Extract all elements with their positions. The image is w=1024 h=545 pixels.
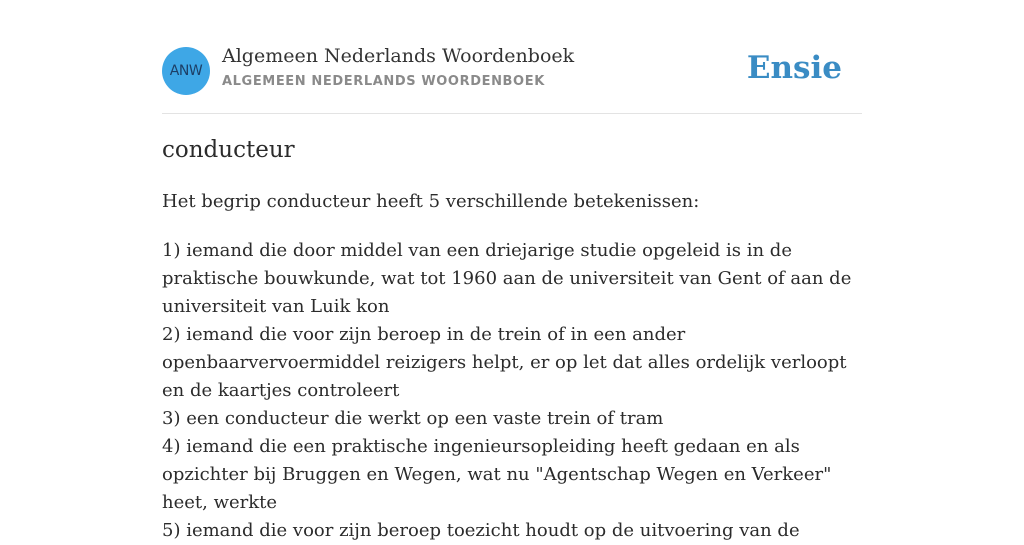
source-header [162, 0, 862, 114]
meaning-item: 3) een conducteur die werkt op een vaste trein of tram [162, 408, 664, 429]
meaning-item: 4) iemand die een praktische ingenieursopleiding heeft gedaan en als opzichter bij Bruggen en Wegen, wat nu "Agentschap Wegen en Verkeer" heet, werkte [162, 436, 832, 513]
content-container [162, 0, 862, 541]
anw-logo[interactable] [162, 47, 210, 95]
source-title[interactable]: Algemeen Nederlands Woordenboek [222, 45, 575, 67]
entry-word: conducteur [162, 137, 295, 163]
meaning-item: 5) iemand die voor zijn beroep toezicht houdt op de uitvoering van de [162, 520, 800, 541]
meaning-item: 1) iemand die door middel van een driejarige studie opgeleid is in de praktische bouwkunde, wat tot 1960 aan de universiteit van Gent of aan de universiteit van Luik kon [162, 240, 852, 317]
source-subtitle: ALGEMEEN NEDERLANDS WOORDENBOEK [222, 74, 545, 89]
ensie-brand-link[interactable]: Ensie [746, 50, 842, 86]
meanings-list [162, 237, 862, 545]
meaning-item: 2) iemand die voor zijn beroep in de trein of in een ander openbaarvervoermiddel reizigers helpt, er op let dat alles ordelijk verloopt en de kaartjes controleert [162, 324, 847, 401]
logo-text: ANW [169, 63, 203, 79]
entry-intro: Het begrip conducteur heeft 5 verschillende betekenissen: [162, 191, 700, 212]
